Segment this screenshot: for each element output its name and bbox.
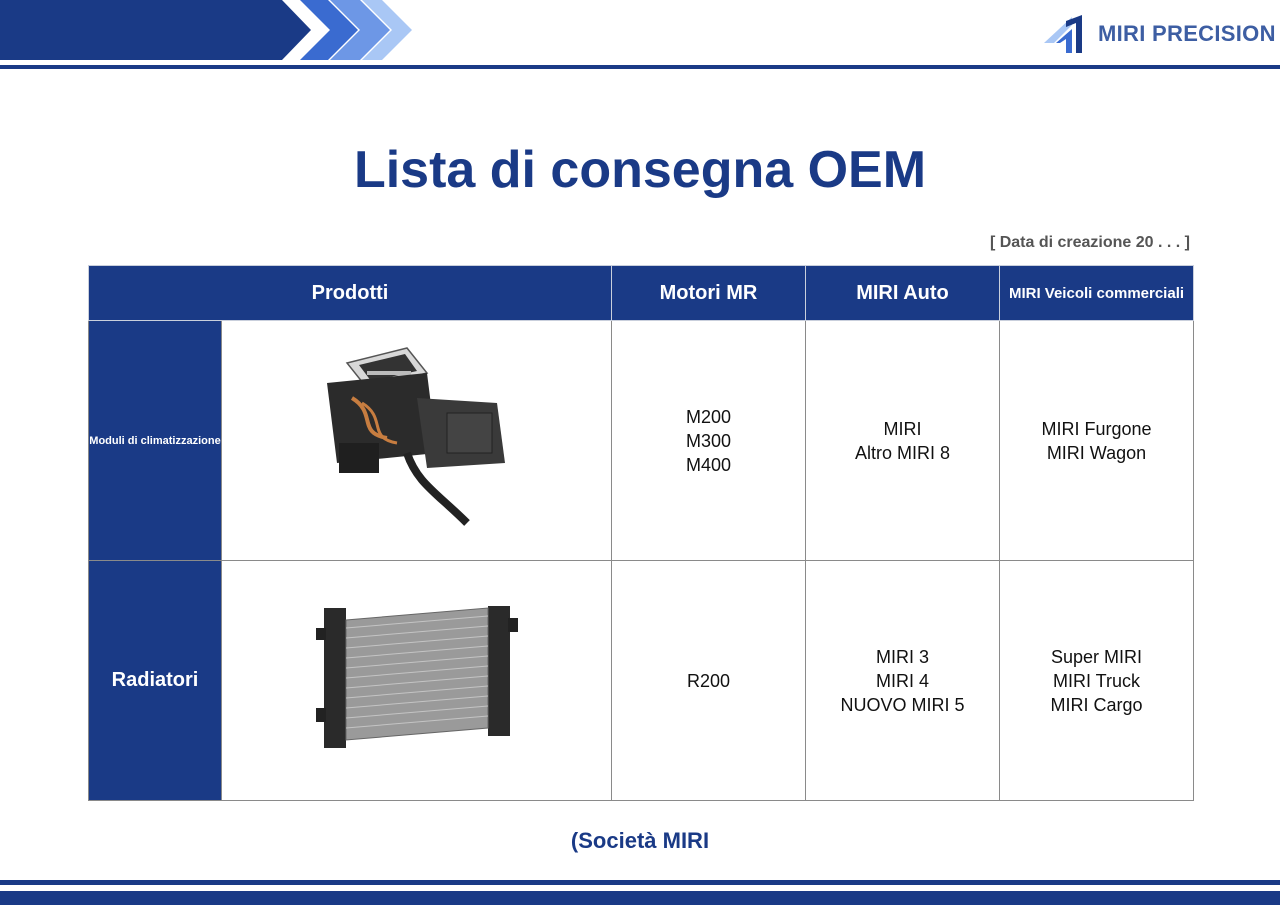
value-line: MIRI Truck (1052, 670, 1140, 691)
value-line: M300 (685, 430, 732, 451)
footer-bar (0, 891, 1280, 905)
value-line: MIRI Furgone (1041, 418, 1152, 439)
page-title: Lista di consegna OEM (353, 141, 927, 199)
value-line: Super MIRI (1050, 646, 1143, 667)
company-footer: (Società MIRI (570, 828, 710, 853)
value-line: NUOVO MIRI 5 (840, 694, 965, 715)
value-line: MIRI Cargo (1050, 694, 1143, 715)
company-logo (1042, 12, 1276, 56)
oem-delivery-table (88, 265, 1194, 801)
commerciali-cell (1000, 561, 1194, 801)
logo-text: MIRI PRECISION (1098, 21, 1276, 46)
value-line: MIRI 3 (875, 646, 929, 667)
hvac-module-icon (317, 343, 517, 533)
header-prodotti: Prodotti (89, 266, 612, 321)
radiator-icon (312, 598, 522, 758)
value-line: MIRI (883, 418, 922, 439)
value-line: MIRI Wagon (1046, 442, 1147, 463)
value-line: M200 (685, 406, 732, 427)
category-cell: Moduli di climatizzazione (89, 321, 222, 561)
table-row (89, 561, 1194, 801)
auto-cell (806, 321, 1000, 561)
value-line: MIRI 4 (875, 670, 929, 691)
commerciali-cell (1000, 321, 1194, 561)
value-line: R200 (686, 670, 731, 691)
header-commerciali: MIRI Veicoli commerciali (1000, 266, 1194, 321)
auto-cell (806, 561, 1000, 801)
logo-mark-icon (1042, 13, 1088, 55)
creation-date: [ Data di creazione 20 . . . ] (989, 234, 1190, 251)
table-row (89, 321, 1194, 561)
product-image-cell (222, 561, 612, 801)
value-line: M400 (685, 454, 732, 475)
header-motori: Motori MR (612, 266, 806, 321)
table-header-row (89, 266, 1194, 321)
header-auto: MIRI Auto (806, 266, 1000, 321)
header-divider (0, 65, 1280, 69)
motori-cell (612, 321, 806, 561)
value-line: Altro MIRI 8 (854, 442, 951, 463)
motori-cell (612, 561, 806, 801)
footer-divider (0, 880, 1280, 885)
category-cell: Radiatori (89, 561, 222, 801)
product-image-cell (222, 321, 612, 561)
